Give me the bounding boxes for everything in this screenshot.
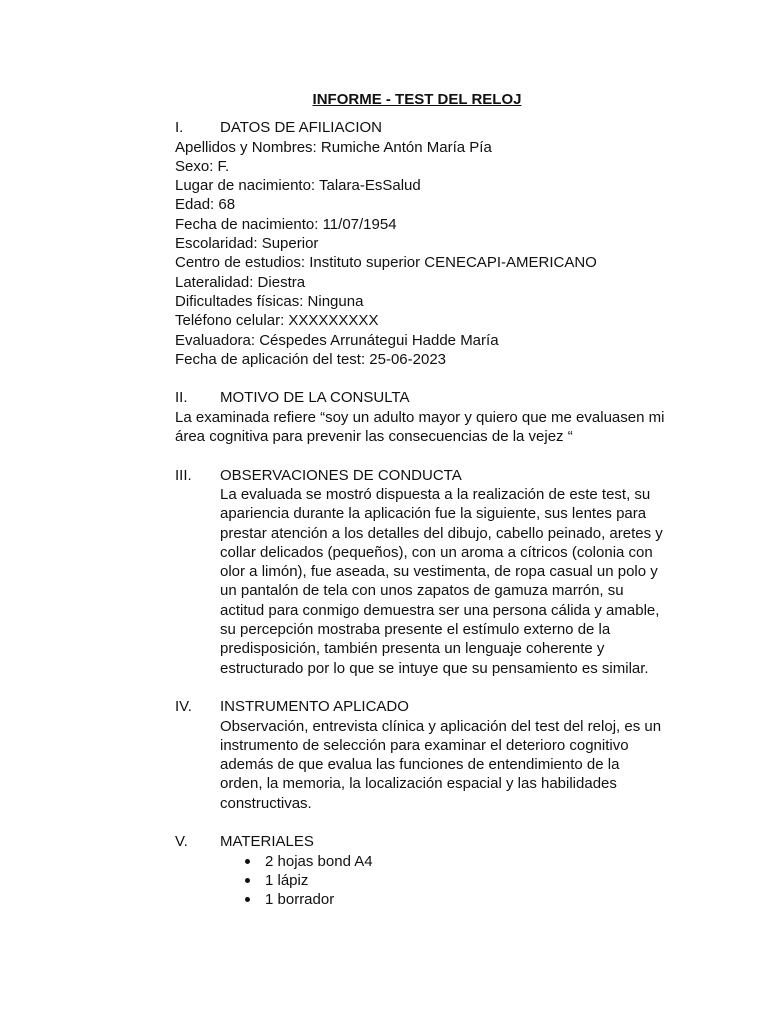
bullet-icon bbox=[220, 890, 265, 909]
list-item bbox=[220, 852, 665, 871]
field-nombres: Apellidos y Nombres: Rumiche Antón María Pía bbox=[175, 138, 492, 156]
list-item-text: 2 hojas bond A4 bbox=[265, 852, 373, 870]
field-edad: Edad: 68 bbox=[175, 196, 236, 214]
section-heading-materiales bbox=[175, 832, 665, 851]
section-number: IV. bbox=[175, 698, 192, 716]
motivo-paragraph: La examinada refiere “soy un adulto mayor y quiero que me evaluasen mi área cognitiva para prevenir las consecuencias de la vejez “ bbox=[175, 408, 665, 446]
field-dificultades: Dificultades físicas: Ninguna bbox=[175, 292, 364, 310]
section-heading-instrumento bbox=[175, 697, 665, 716]
instrumento-paragraph: Observación, entrevista clínica y aplicación del test del reloj, es un instrumento de selección para examinar el deterioro cognitivo además de que evalua las funciones de entendimiento de la orden, la memoria, la localización espacial y las habilidades constructivas. bbox=[220, 717, 662, 812]
document-title: INFORME - TEST DEL RELOJ bbox=[312, 91, 522, 108]
field-telefono: Teléfono celular: XXXXXXXXX bbox=[175, 312, 379, 330]
bullet-icon bbox=[220, 871, 265, 890]
section-heading-observaciones bbox=[175, 466, 665, 485]
spacer bbox=[175, 813, 665, 832]
document-body bbox=[175, 90, 665, 909]
section-heading-datos bbox=[175, 118, 665, 137]
section-title: MOTIVO DE LA CONSULTA bbox=[220, 389, 410, 407]
field-fecha-nacimiento: Fecha de nacimiento: 11/07/1954 bbox=[175, 215, 397, 233]
spacer bbox=[175, 369, 665, 388]
field-sexo: Sexo: F. bbox=[175, 157, 230, 175]
bullet-icon bbox=[220, 852, 265, 871]
field-fecha-aplicacion: Fecha de aplicación del test: 25-06-2023 bbox=[175, 350, 447, 368]
materiales-list bbox=[175, 852, 665, 910]
field-centro-estudios: Centro de estudios: Instituto superior CENECAPI-AMERICANO bbox=[175, 254, 597, 272]
section-number: I. bbox=[175, 119, 184, 137]
section-number: II. bbox=[175, 389, 188, 407]
section-title: DATOS DE AFILIACION bbox=[220, 119, 382, 137]
list-item bbox=[220, 890, 665, 909]
list-item-text: 1 borrador bbox=[265, 891, 335, 909]
field-escolaridad: Escolaridad: Superior bbox=[175, 235, 319, 253]
list-item-text: 1 lápiz bbox=[265, 871, 309, 889]
observaciones-paragraph: La evaluada se mostró dispuesta a la realización de este test, su apariencia durante la aplicación fue la siguiente, sus lentes para prestar atención a los detalles del dibujo, cabello peinado, aretes y collar delicados (pequeños), con un aroma a cítricos (colonia con olor a limón), fue aseada, su vestimenta, de ropa casual un polo y un pantalón de tela con unos zapatos de gamuza marrón, su actitud para conmigo demuestra ser una persona cálida y amable, su percepción mostraba presente el estímulo externo de la predisposición, también presenta un lenguaje coherente y estructurado por lo que se intuye que su pensamiento es similar. bbox=[220, 485, 663, 677]
field-evaluadora: Evaluadora: Céspedes Arrunátegui Hadde María bbox=[175, 331, 499, 349]
section-number: V. bbox=[175, 833, 188, 851]
list-item bbox=[220, 871, 665, 890]
spacer bbox=[175, 446, 665, 465]
section-title: INSTRUMENTO APLICADO bbox=[220, 698, 409, 716]
section-title: OBSERVACIONES DE CONDUCTA bbox=[220, 466, 462, 484]
section-title: MATERIALES bbox=[220, 833, 314, 851]
section-number: III. bbox=[175, 466, 192, 484]
section-heading-motivo bbox=[175, 388, 665, 407]
spacer bbox=[175, 678, 665, 697]
field-lateralidad: Lateralidad: Diestra bbox=[175, 273, 306, 291]
field-lugar-nacimiento: Lugar de nacimiento: Talara-EsSalud bbox=[175, 177, 421, 195]
